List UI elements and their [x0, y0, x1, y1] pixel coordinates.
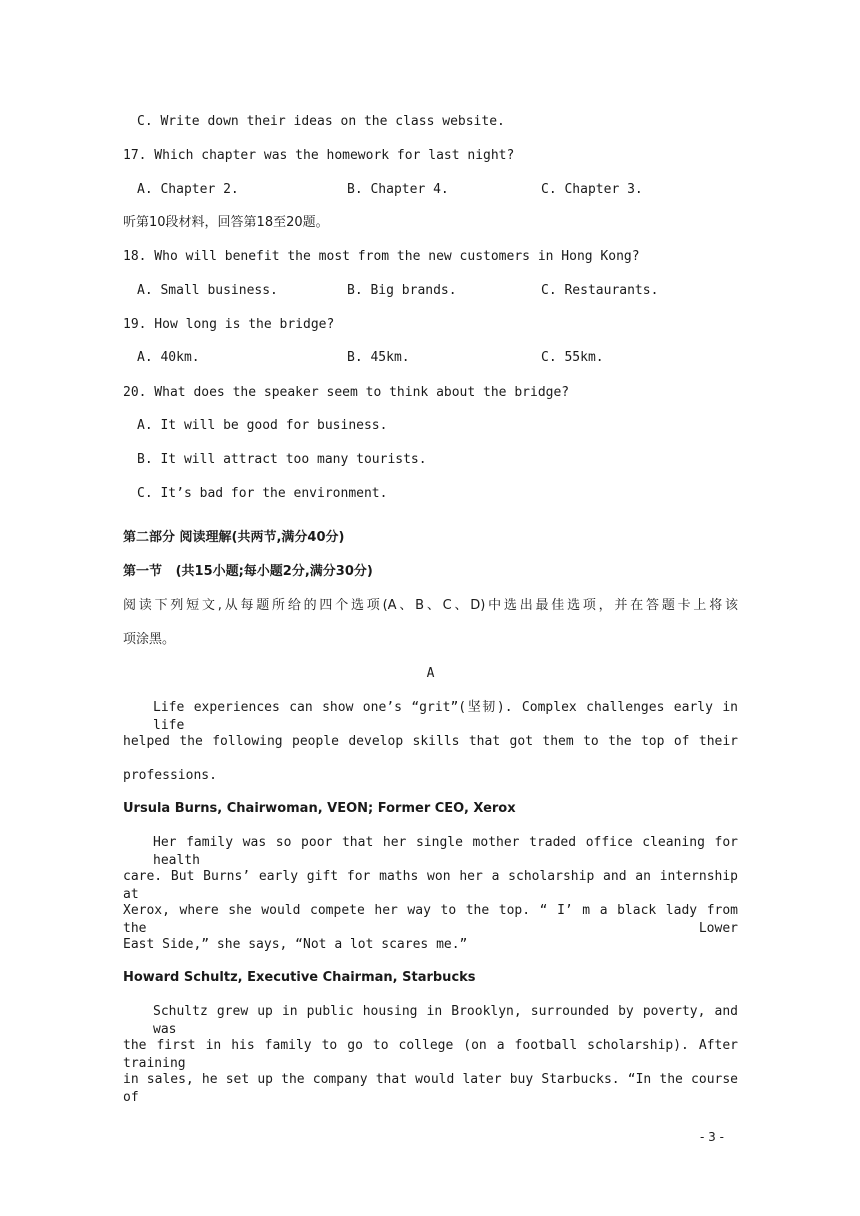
intro-line-2: helped the following people develop skills that got them to the top of their — [123, 734, 738, 749]
q18-option-a: A. Small business. — [137, 283, 278, 298]
person2-heading: Howard Schultz, Executive Chairman, Starbucks — [123, 970, 476, 985]
q17-option-c: C. Chapter 3. — [541, 182, 643, 197]
passage-label: A — [426, 666, 435, 681]
q19-option-c: C. 55km. — [541, 350, 604, 365]
q20-option-c: C. It’s bad for the environment. — [137, 486, 388, 501]
q17-option-a: A. Chapter 2. — [137, 182, 239, 197]
q18-stem: 18. Who will benefit the most from the new customers in Hong Kong? — [123, 249, 640, 264]
reading-part-title: 第二部分 阅读理解(共两节,满分40分) — [123, 530, 345, 545]
person1-line-4: East Side,” she says, “Not a lot scares me.” — [123, 937, 468, 952]
person2-line-3: in sales, he set up the company that would later buy Starbucks. “In the course of — [123, 1072, 738, 1105]
q20-stem: 20. What does the speaker seem to think about the bridge? — [123, 385, 570, 400]
person1-line-1: Her family was so poor that her single mother traded office cleaning for health — [153, 835, 738, 868]
q18-option-c: C. Restaurants. — [541, 283, 659, 298]
reading-instructions-line1: 阅读下列短文,从每题所给的四个选项(A、B、C、D)中选出最佳选项，并在答题卡上将该 — [123, 598, 738, 613]
q17-stem: 17. Which chapter was the homework for last night? — [123, 148, 515, 163]
q17-option-b: B. Chapter 4. — [347, 182, 449, 197]
person2-line-2: the first in his family to go to college (on a football scholarship). After training — [123, 1038, 738, 1071]
page-number: - 3 - — [700, 1130, 724, 1144]
q20-option-a: A. It will be good for business. — [137, 418, 388, 433]
person1-heading: Ursula Burns, Chairwoman, VEON; Former CEO, Xerox — [123, 801, 516, 816]
q18-option-b: B. Big brands. — [347, 283, 457, 298]
q16-option-c: C. Write down their ideas on the class website. — [137, 114, 505, 129]
intro-line-1: Life experiences can show one’s “grit”(坚韧). Complex challenges early in life — [153, 700, 738, 733]
person1-line-2: care. But Burns’ early gift for maths won her a scholarship and an internship at — [123, 869, 738, 902]
section10-intro: 听第10段材料，回答第18至20题。 — [123, 215, 329, 230]
q19-option-a: A. 40km. — [137, 350, 200, 365]
intro-line-3: professions. — [123, 768, 217, 783]
q19-option-b: B. 45km. — [347, 350, 410, 365]
q20-option-b: B. It will attract too many tourists. — [137, 452, 427, 467]
reading-section-title: 第一节 (共15小题;每小题2分,满分30分) — [123, 564, 373, 579]
reading-instructions-line2: 项涂黑。 — [123, 632, 176, 647]
person1-line-3: Xerox, where she would compete her way to the top. “ I’ m a black lady from the Lower — [123, 903, 738, 936]
person2-line-1: Schultz grew up in public housing in Brooklyn, surrounded by poverty, and was — [153, 1004, 738, 1037]
q19-stem: 19. How long is the bridge? — [123, 317, 335, 332]
